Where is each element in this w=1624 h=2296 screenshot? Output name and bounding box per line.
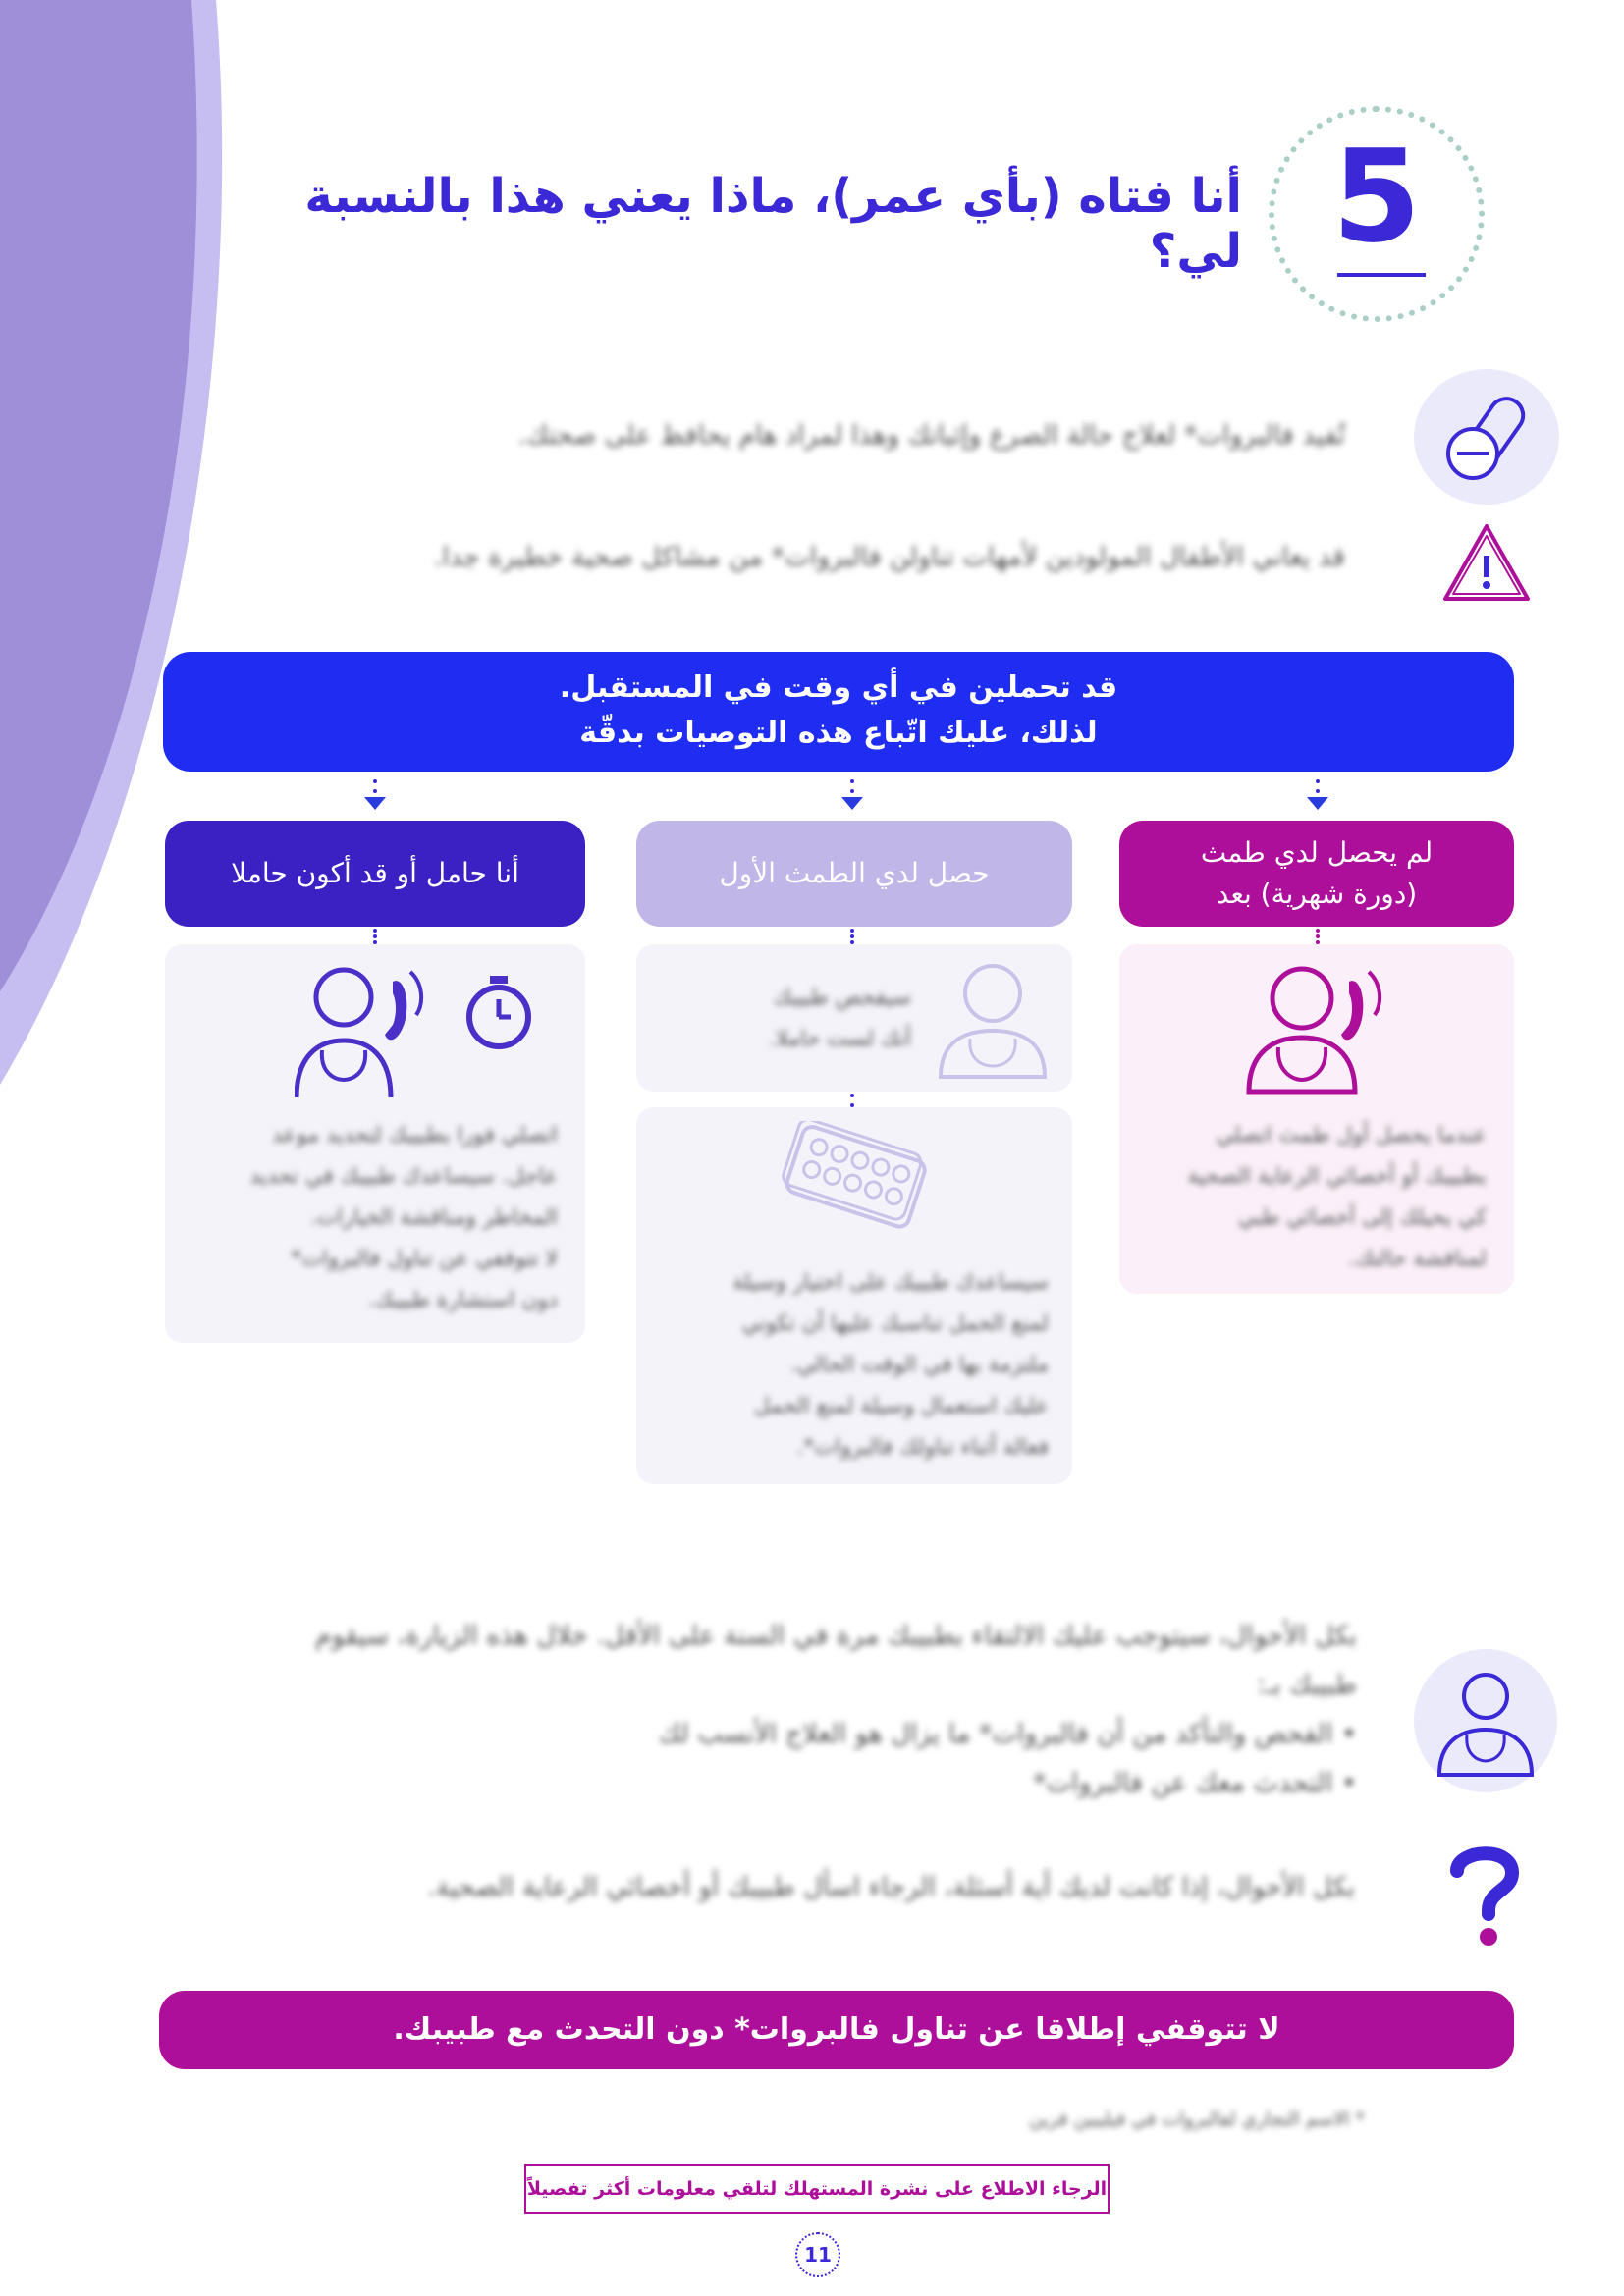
connector-right xyxy=(1316,779,1324,793)
contraceptive-pill-pack-icon xyxy=(778,1121,935,1237)
column-heading-first-period: حصل لدي الطمث الأول xyxy=(636,821,1072,927)
doctor-visit-line-1: بكل الأحوال، سيتوجب عليك الالتقاء بطبيبك مرة في السنة على الأقل. خلال هذه الزيارة، سيقوم xyxy=(314,1621,1357,1651)
leaflet-note: الرجاء الاطلاع على نشرة المستهلك لتلقي معلومات أكثر تفصيلاً xyxy=(524,2164,1110,2214)
arrow-left xyxy=(364,797,386,810)
column-heading-no-period: لم يحصل لدي طمث (دورة شهرية) بعد xyxy=(1119,821,1514,927)
arrow-right xyxy=(1307,797,1328,810)
column-text-first-period-1: سيفحص طبيبك أنك لست حاملا. xyxy=(769,986,911,1051)
column-text-first-period-2: سيساعدك طبيبك على اختيار وسيلة لمنع الحمل تناسبك عليها أن تكوني ملتزمة بها في الوقت الحالي. عليك استعمال وسيلة لمنع الحمل فعالة أثناء تناولك فالبروات*. xyxy=(732,1270,1049,1460)
connector-middle xyxy=(850,779,858,793)
connector-left xyxy=(373,779,381,793)
section-number: 5 xyxy=(1331,122,1422,271)
doctor-visit-line-4: • التحدث معك عن فالبروات* xyxy=(1033,1768,1357,1798)
connector-left-box xyxy=(373,929,381,944)
arrow-middle xyxy=(841,797,863,810)
question-mark-icon xyxy=(1445,1842,1524,1949)
never-stop-warning-bar: لا تتوقفي إطلاقا عن تناول فالبروات* دون التحدث مع طبيبك. xyxy=(159,1991,1514,2069)
connector-middle-box2 xyxy=(850,1094,858,1107)
column-heading-pregnant: أنا حامل أو قد أكون حاملا xyxy=(165,821,585,927)
page-title: أنا فتاه (بأي عمر)، ماذا يعني هذا بالنسبة لي؟ xyxy=(304,169,1242,279)
doctor-phone-icon xyxy=(1239,954,1396,1096)
question-text: بكل الأحوال، إذا كانت لديك أية أسئلة، الرجاء اسأل طبيبك أو أخصائي الرعاية الصحية. xyxy=(427,1872,1355,1902)
doctor-phone-stopwatch-icon xyxy=(295,954,540,1099)
warning-icon xyxy=(1439,520,1534,607)
column-text-pregnant: اتصلي فورا بطبيبك لتحديد موعد عاجل. سيساعدك طبيبك في تحديد المخاطر ومناقشة الخيارات. لا تتوقفي عن تناول فالبروات* دون استشارة طبيبك. xyxy=(249,1123,558,1312)
doctor-visit-line-2: طبيبك بـ: xyxy=(1257,1670,1357,1700)
pill-icon xyxy=(1435,385,1543,493)
main-banner xyxy=(163,652,1514,772)
page-number: 11 xyxy=(795,2232,840,2277)
intro-pill-text: تُفيد فالبروات* لعلاج حالة الصرع وإثباتك وهذا لمراد هام يحافظ على صحتك. xyxy=(517,420,1345,451)
doctor-visit-text xyxy=(196,1612,1357,1808)
doctor-bottom-icon xyxy=(1434,1663,1538,1779)
section-number-underline xyxy=(1337,273,1426,277)
doctor-visit-line-3: • الفحص والتأكد من أن فالبروات* ما يزال هو العلاج الأنسب لك xyxy=(658,1719,1357,1749)
connector-middle-box xyxy=(850,929,858,944)
intro-warning-text: قد يعاني الأطفال المولودين لأمهات تناولن فالبروات* من مشاكل صحية خطيرة جدا. xyxy=(433,542,1345,572)
column-text-no-period: عندما يحصل أول طمث اتصلي بطبيبك أو أخصائي الرعاية الصحية كي يحيلك إلى أخصائي طبي لمناقشة حالتك. xyxy=(1187,1123,1487,1271)
banner-line-2: لذلك، عليك اتّباع هذه التوصيات بدقّة xyxy=(579,716,1098,750)
footnote: * الاسم التجاري لفالبروات في فيليبين قرين xyxy=(1029,2109,1365,2130)
connector-right-box xyxy=(1316,929,1324,944)
banner-line-1: قد تحملين في أي وقت في المستقبل. xyxy=(559,670,1118,705)
doctor-icon xyxy=(929,954,1056,1082)
